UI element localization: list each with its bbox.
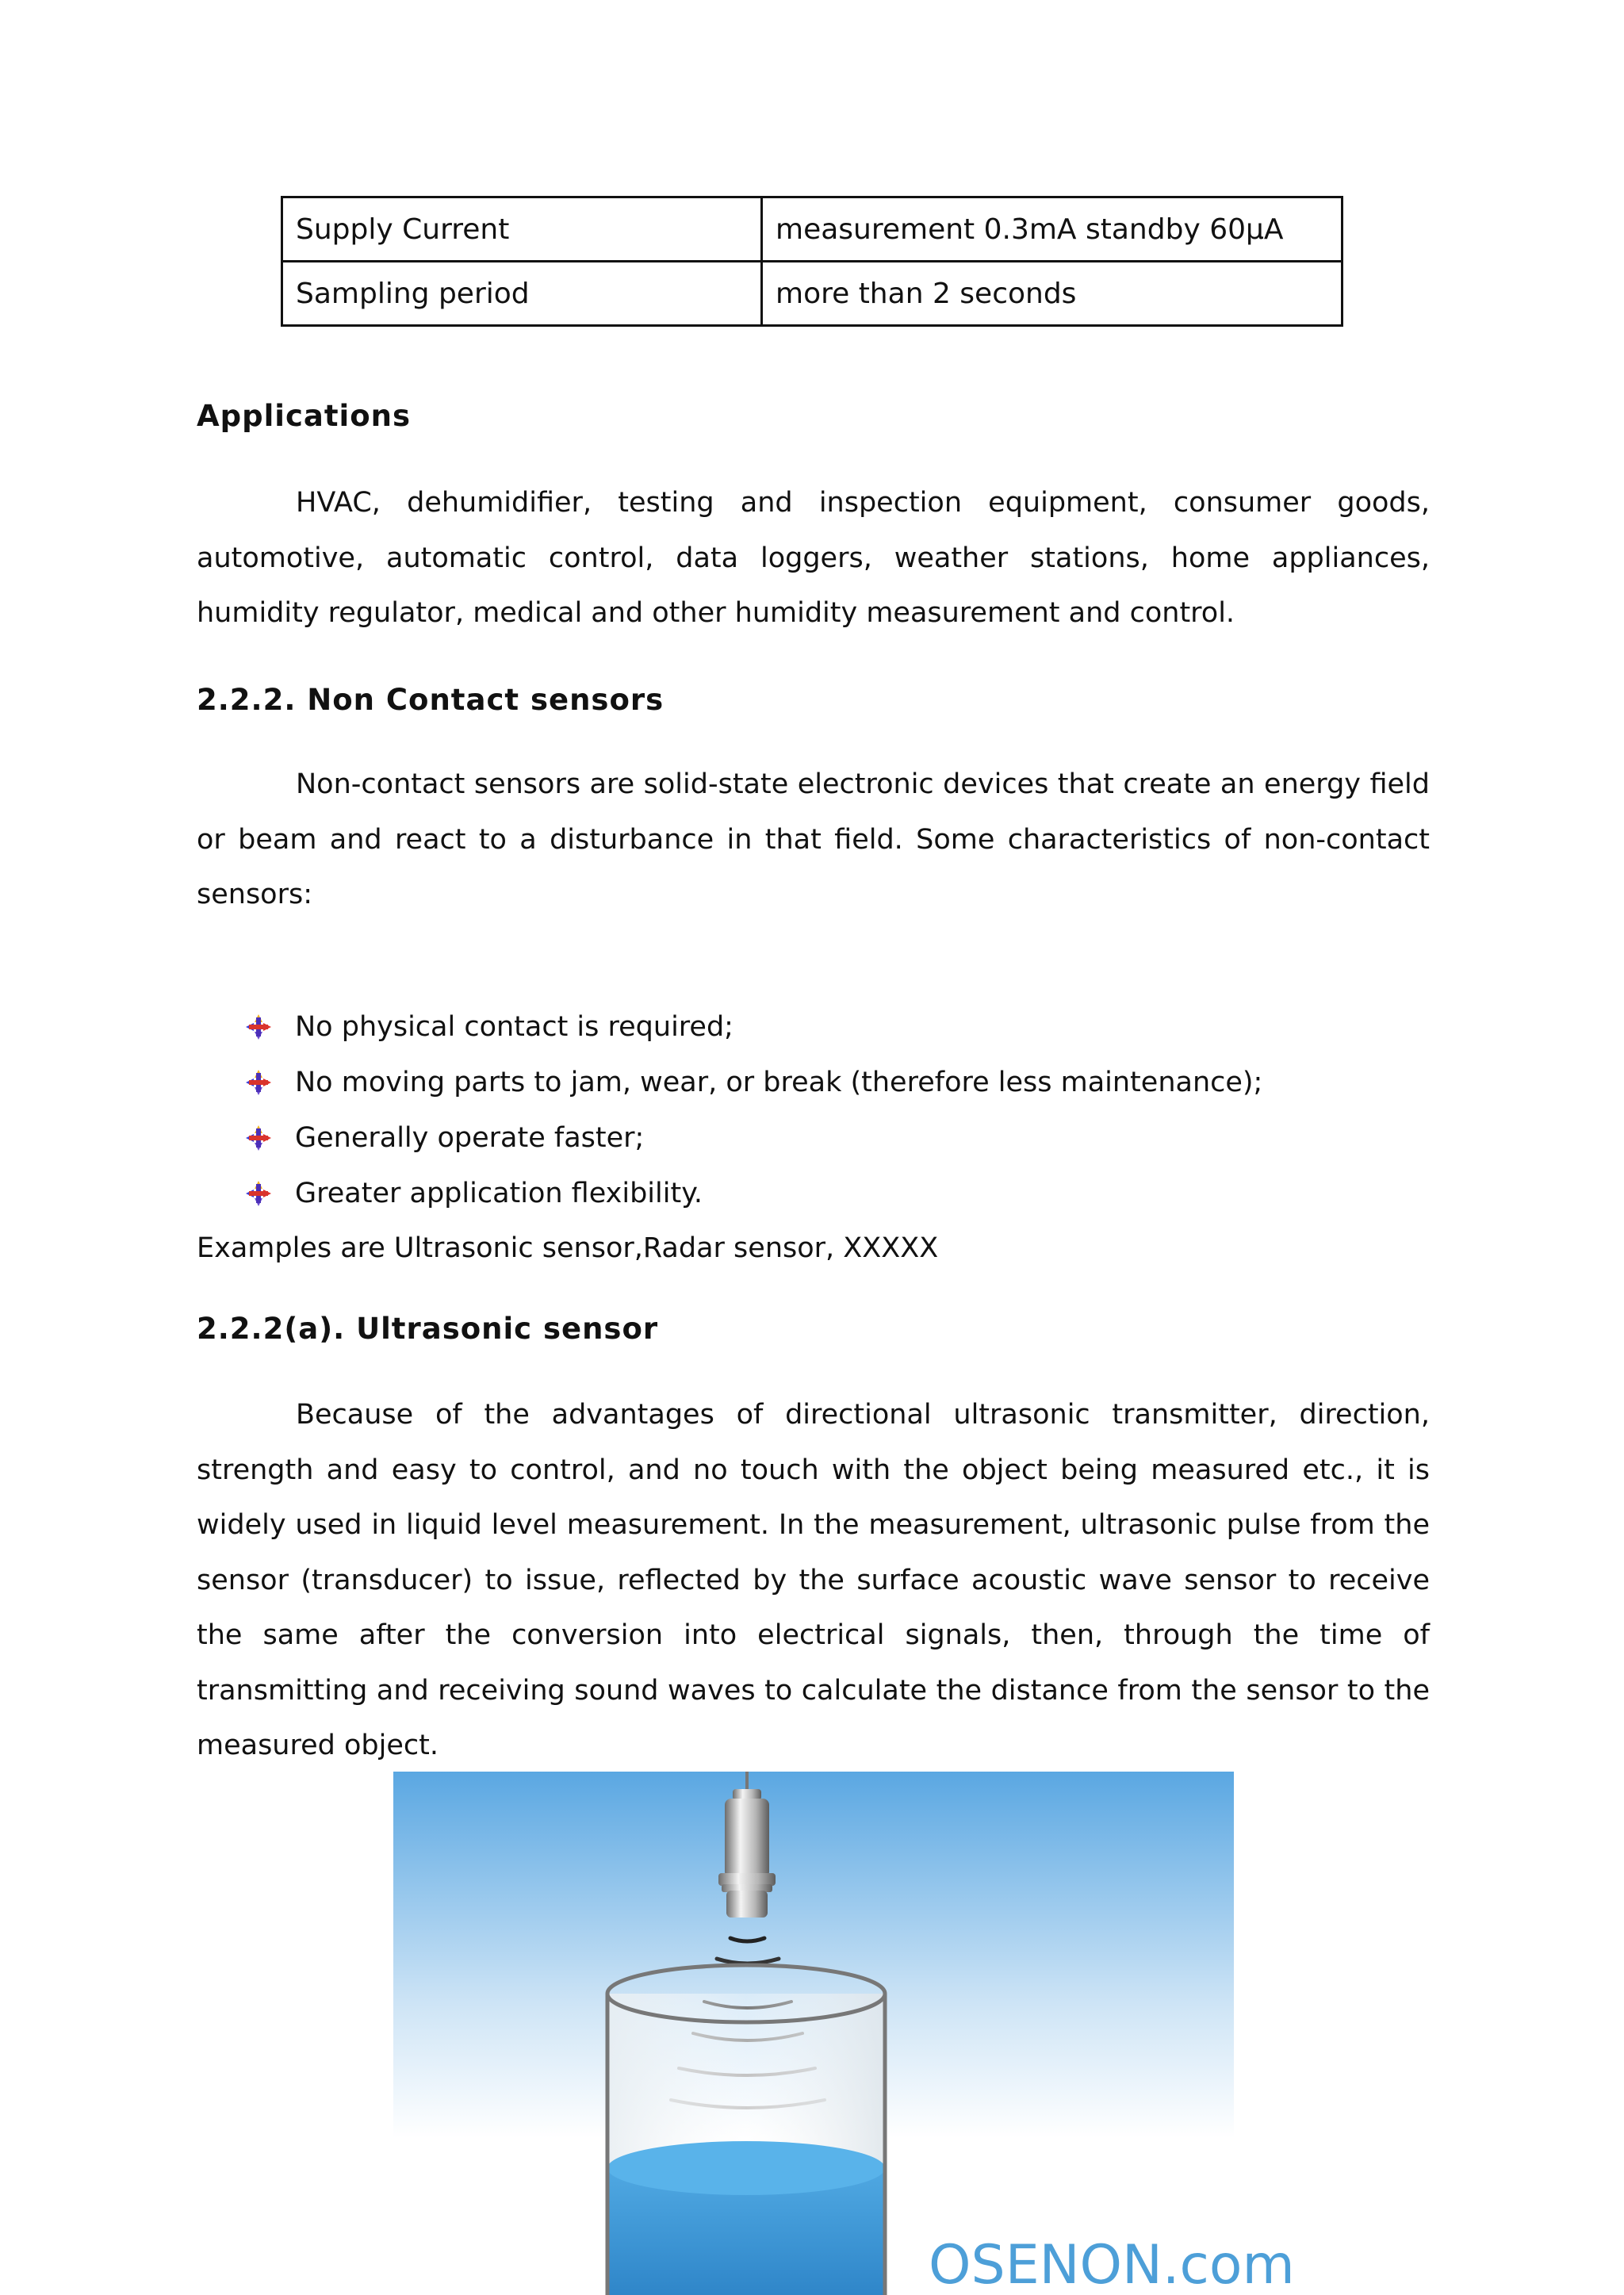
spec-label: Supply Current (282, 197, 762, 262)
four-point-arrow-icon (244, 1124, 273, 1152)
ultrasonic-paragraph: Because of the advantages of directional ultrasonic transmitter, direction, strength and easy to control, and no touch with the object being measured etc., it is widely used in liquid level measurement. In the measurement, ultrasonic pulse from the sensor (transducer) to issue, reflected by the surface acoustic wave sensor to receive the same after the conversion into electrical signals, then, through the time of transmitting and receiving sound waves to calculate the distance from the sensor to the measured object. (197, 1399, 1430, 1761)
characteristics-list (244, 999, 1262, 1221)
four-point-arrow-icon (244, 1179, 273, 1208)
examples-text: Examples are Ultrasonic sensor,Radar sensor, XXXXX (197, 1232, 939, 1264)
list-item-text: No physical contact is required; (295, 1011, 733, 1043)
spec-table (281, 196, 1343, 327)
applications-paragraph: HVAC, dehumidifier, testing and inspection equipment, consumer goods, automotive, automatic control, data loggers, weather stations, home appliances, humidity regulator, medical and other humidity measurement and control. (197, 487, 1430, 629)
table-row (282, 197, 1342, 262)
list-item (244, 1055, 1262, 1110)
table-row (282, 262, 1342, 326)
spec-value: more than 2 seconds (762, 262, 1342, 326)
four-point-arrow-icon (244, 1013, 273, 1041)
non-contact-heading: 2.2.2. Non Contact sensors (197, 683, 665, 717)
non-contact-intro: Non-contact sensors are solid-state electronic devices that create an energy field or beam and react to a disturbance in that field. Some characteristics of non-contact sensors: (197, 768, 1430, 910)
ultrasonic-level-sensor-illustration (393, 1772, 1295, 2295)
list-item (244, 1166, 1262, 1221)
spec-label: Sampling period (282, 262, 762, 326)
list-item-text: No moving parts to jam, wear, or break (therefore less maintenance); (295, 1067, 1263, 1098)
list-item-text: Greater application flexibility. (295, 1178, 703, 1209)
spec-value: measurement 0.3mA standby 60μA (762, 197, 1342, 262)
four-point-arrow-icon (244, 1068, 273, 1097)
watermark-text: OSENON.com (929, 2234, 1295, 2295)
list-item (244, 1110, 1262, 1166)
ultrasonic-sensor-figure (393, 1772, 1295, 2295)
list-item-text: Generally operate faster; (295, 1122, 645, 1154)
list-item (244, 999, 1262, 1055)
ultrasonic-heading: 2.2.2(a). Ultrasonic sensor (197, 1312, 659, 1346)
applications-heading: Applications (197, 399, 412, 433)
